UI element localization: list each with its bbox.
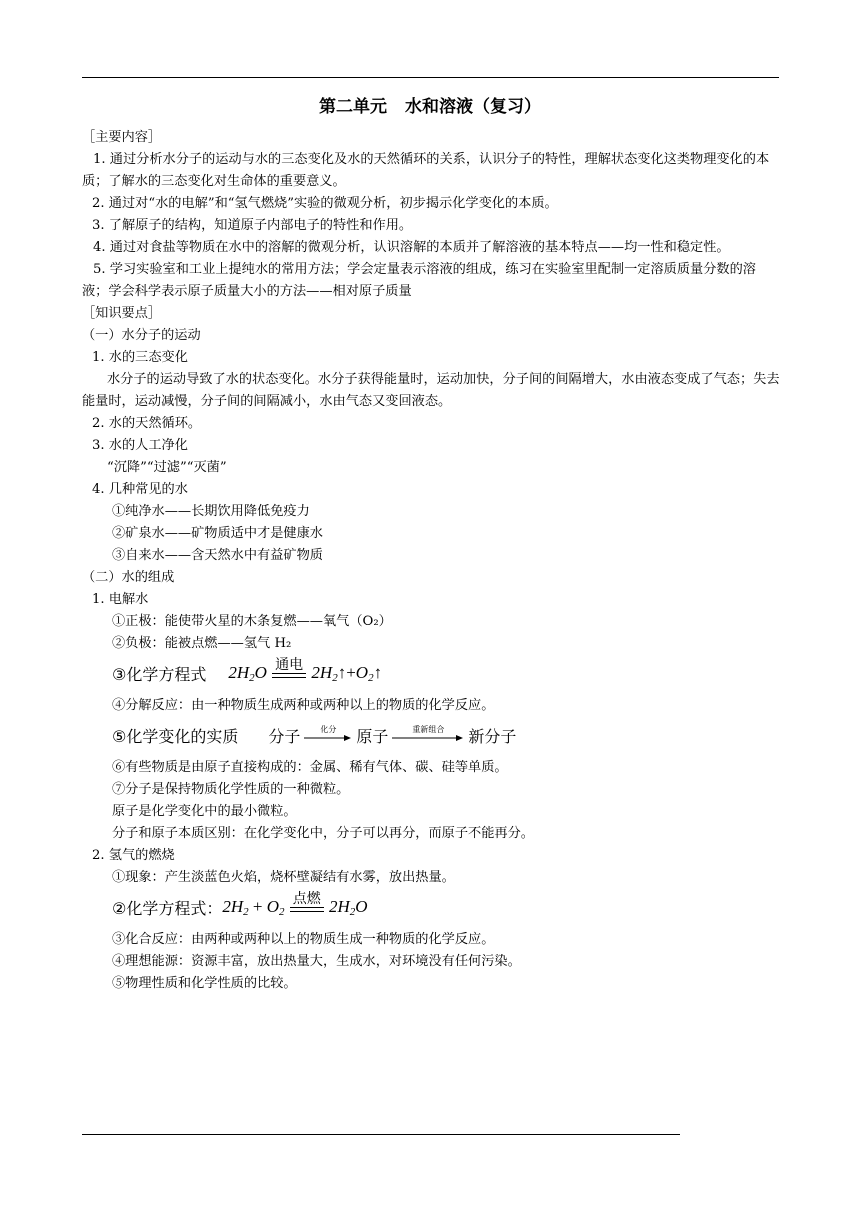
condition-label: 通电 xyxy=(275,656,304,673)
item-heading: 4. 几种常见的水 xyxy=(92,482,188,497)
coefficient: 2 xyxy=(222,896,231,916)
coefficient: 2 xyxy=(228,662,237,682)
element: O xyxy=(266,896,280,916)
item-heading: 1. 电解水 xyxy=(92,592,149,607)
subscript: 2 xyxy=(243,905,249,918)
electrolysis-equation xyxy=(82,655,782,695)
list-item: ⑤物理性质和化学性质的比较。 xyxy=(112,976,297,991)
arrow-label: 重新组合 xyxy=(412,724,445,734)
title-unit: 第二单元 xyxy=(319,97,387,117)
element: O xyxy=(355,896,368,916)
element: O xyxy=(254,662,267,682)
reaction-condition xyxy=(272,658,306,678)
equation-label: ②化学方程式： xyxy=(112,899,223,918)
main-item-1: 1. 通过分析水分子的运动与水的三态变化及水的天然循环的关系，认识分子的特性，理解状态变化这类物理变化的本质；了解水的三态变化对生命体的重要意义。 xyxy=(82,152,770,189)
chemical-change-essence xyxy=(82,717,782,757)
chem-equation xyxy=(228,656,383,689)
list-item: ②负极：能被点燃——氢气 H₂ xyxy=(112,636,292,651)
chem-equation xyxy=(222,890,368,923)
list-item: 原子是化学变化中的最小微粒。 xyxy=(112,804,297,819)
element: H xyxy=(230,896,244,916)
subscript: 2 xyxy=(249,671,255,684)
element: H xyxy=(236,662,250,682)
list-item: ①正极：能使带火星的木条复燃——氧气（O₂） xyxy=(112,614,392,629)
list-item: ④理想能源：资源丰富，放出热量大，生成水，对环境没有任何污染。 xyxy=(112,954,521,969)
main-item-3: 3. 了解原子的结构，知道原子内部电子的特性和作用。 xyxy=(92,218,413,233)
main-content-label: ［主要内容］ xyxy=(82,130,162,145)
list-item: ⑥有些物质是由原子直接构成的：金属、稀有气体、碳、硅等单质。 xyxy=(112,760,508,775)
knowledge-label: ［知识要点］ xyxy=(82,306,162,321)
element: H xyxy=(337,896,350,916)
list-item: ④分解反应：由一种物质生成两种或两种以上的物质的化学反应。 xyxy=(112,698,495,713)
term-atom: 原子 xyxy=(356,727,389,746)
right-arrow-icon xyxy=(304,734,352,742)
combustion-equation xyxy=(82,889,782,929)
element: O xyxy=(355,662,369,682)
item-heading: 3. 水的人工净化 xyxy=(92,438,188,453)
double-line xyxy=(272,673,306,678)
plus-sign: + xyxy=(252,896,263,916)
list-item: ②矿泉水——矿物质适中才是健康水 xyxy=(112,526,323,541)
coefficient: 2 xyxy=(311,662,320,682)
subscript: 2 xyxy=(368,671,374,684)
list-item: ③化合反应：由两种或两种以上的物质生成一种物质的化学反应。 xyxy=(112,932,495,947)
main-item-5: 5. 学习实验室和工业上提纯水的常用方法；学会定量表示溶液的组成，练习在实验室里配制一定溶质质量分数的溶液；学会科学表示原子质量大小的方法——相对原子质量 xyxy=(82,262,756,299)
element: H xyxy=(319,662,333,682)
main-item-4: 4. 通过对食盐等物质在水中的溶解的微观分析，认识溶解的本质并了解溶液的基本特点——均一性和稳定性。 xyxy=(93,240,730,255)
top-rule xyxy=(82,77,779,78)
page-title xyxy=(0,92,860,117)
section-heading: （一）水分子的运动 xyxy=(82,328,201,343)
item-heading: 2. 水的天然循环。 xyxy=(92,416,202,431)
list-item: ①现象：产生淡蓝色火焰，烧杯壁凝结有水雾，放出热量。 xyxy=(112,870,455,885)
equation-label: ③化学方程式 xyxy=(112,665,207,684)
list-item: ①纯净水——长期饮用降低免疫力 xyxy=(112,504,310,519)
term-new-molecule: 新分子 xyxy=(468,727,517,746)
right-arrow-icon xyxy=(392,734,464,742)
gas-arrow: ↑ xyxy=(373,662,383,682)
subscript: 2 xyxy=(332,671,338,684)
subscript: 2 xyxy=(279,905,285,918)
subscript: 2 xyxy=(349,905,356,918)
bottom-rule xyxy=(82,1134,680,1135)
double-line xyxy=(290,907,324,912)
main-item-2: 2. 通过对“水的电解”和“氢气燃烧”实验的微观分析，初步揭示化学变化的本质。 xyxy=(92,196,558,211)
arrow-recombine xyxy=(392,725,464,742)
title-topic: 水和溶液（复习） xyxy=(405,97,541,117)
arrow-label: 化分 xyxy=(320,724,337,734)
list-item: ⑦分子是保持物质化学性质的一种微粒。 xyxy=(112,782,350,797)
document-body xyxy=(82,127,782,995)
list-item: ③自来水——含天然水中有益矿物质 xyxy=(112,548,323,563)
condition-label: 点燃 xyxy=(292,890,321,907)
gas-arrow: ↑ xyxy=(337,662,347,682)
coefficient: 2 xyxy=(329,896,338,916)
arrow-decompose xyxy=(304,725,352,742)
paragraph: “沉降”“过滤”“灭菌” xyxy=(107,460,227,475)
plus-sign: + xyxy=(346,662,356,682)
list-item: 分子和原子本质区别：在化学变化中，分子可以再分，而原子不能再分。 xyxy=(112,826,534,841)
equation-label: ⑤化学变化的实质 xyxy=(112,727,239,746)
item-heading: 2. 氢气的燃烧 xyxy=(92,848,175,863)
reaction-condition xyxy=(290,892,324,912)
section-heading: （二）水的组成 xyxy=(82,570,175,585)
term-molecule: 分子 xyxy=(268,727,301,746)
item-heading: 1. 水的三态变化 xyxy=(92,350,188,365)
paragraph: 水分子的运动导致了水的状态变化。水分子获得能量时，运动加快，分子间的间隔增大，水由液态变成了气态；失去能量时，运动减慢，分子间的间隔减小，水由气态又变回液态。 xyxy=(82,372,780,409)
